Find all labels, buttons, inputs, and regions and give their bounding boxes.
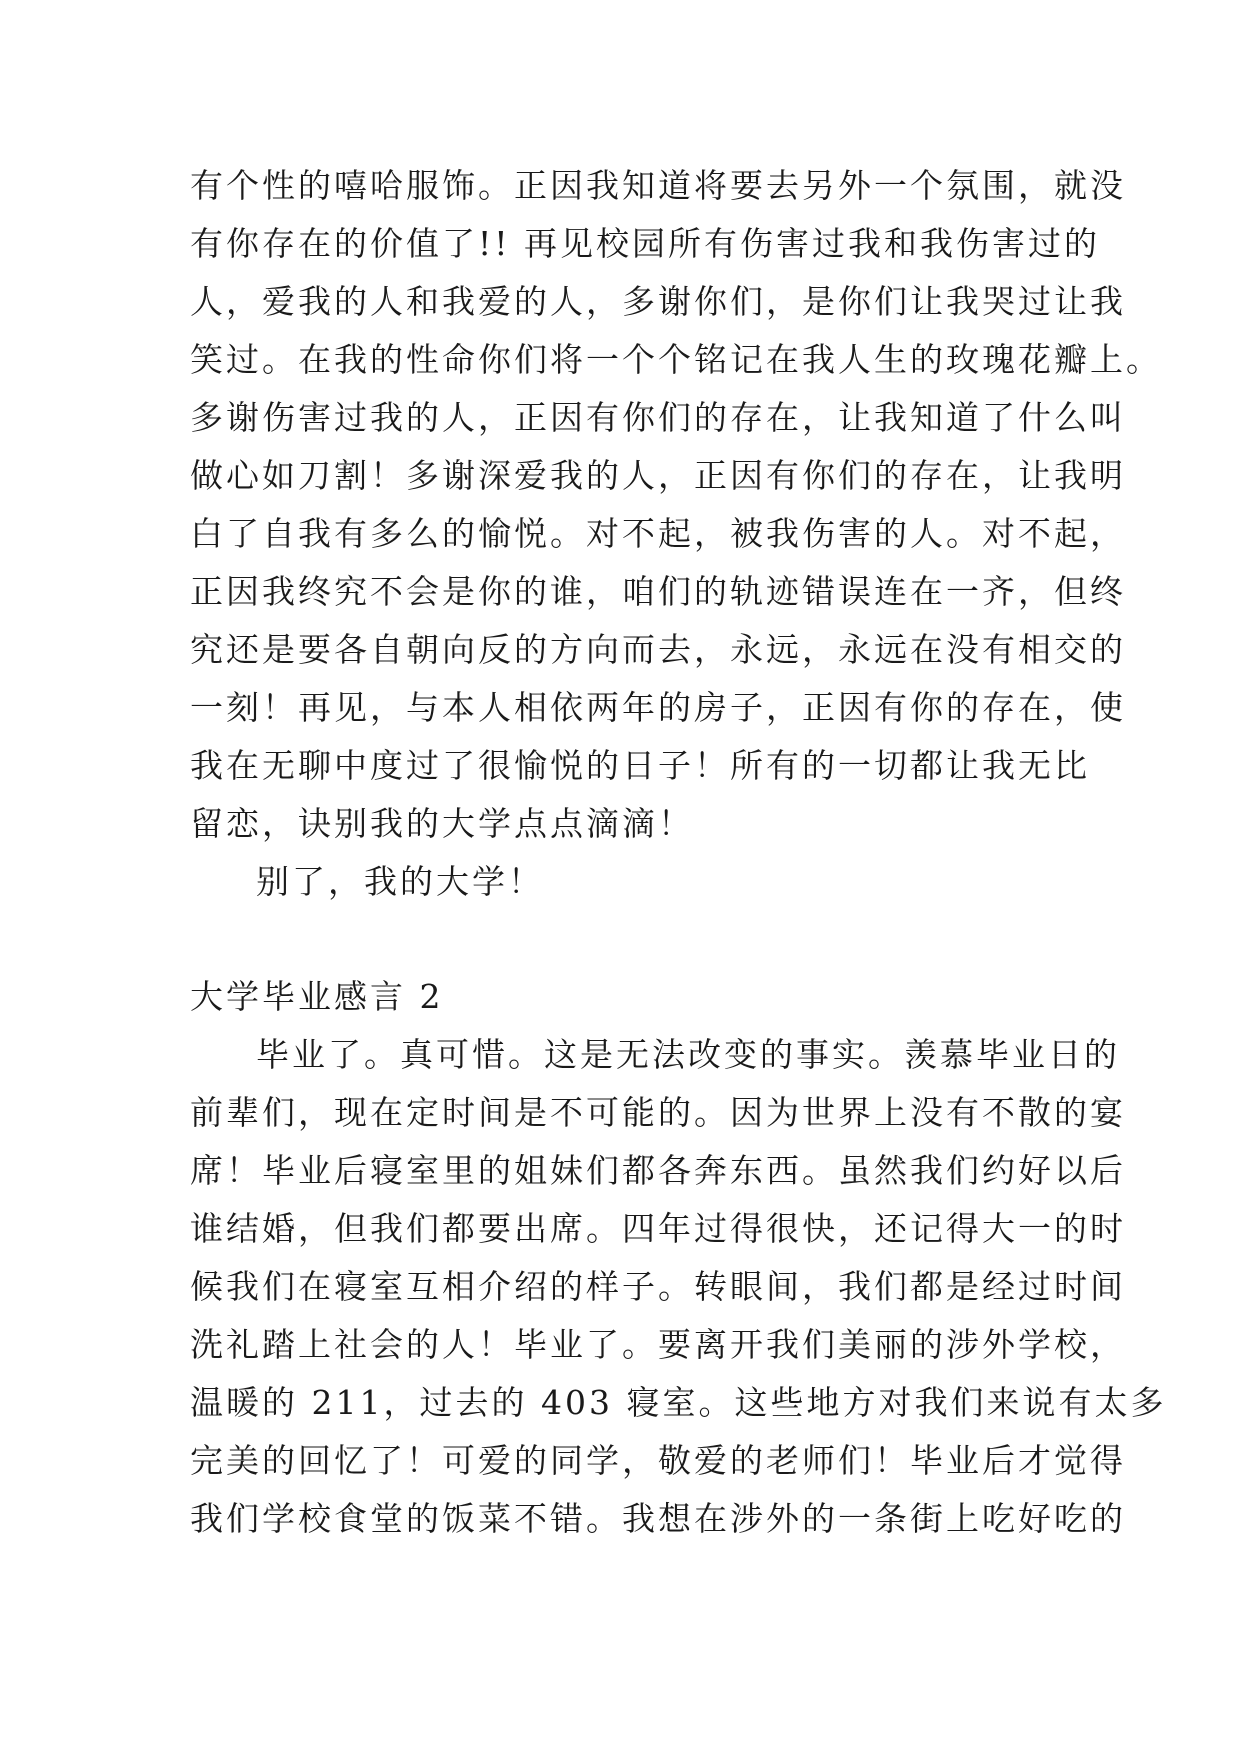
paragraph-line: 一刻！再见，与本人相依两年的房子，正因有你的存在，使 <box>190 688 1126 727</box>
paragraph-line: 正因我终究不会是你的谁，咱们的轨迹错误连在一齐，但终 <box>190 572 1126 611</box>
paragraph-line: 前辈们，现在定时间是不可能的。因为世界上没有不散的宴 <box>190 1093 1126 1132</box>
section1-body <box>190 157 1162 911</box>
paragraph-line: 我们学校食堂的饭菜不错。我想在涉外的一条街上吃好吃的 <box>190 1499 1126 1538</box>
paragraph-line: 多谢伤害过我的人，正因有你们的存在，让我知道了什么叫 <box>190 398 1126 437</box>
paragraph-line: 席！毕业后寝室里的姐妹们都各奔东西。虽然我们约好以后 <box>190 1151 1126 1190</box>
closing-line: 别了，我的大学！ <box>256 862 544 901</box>
paragraph-line: 人，爱我的人和我爱的人，多谢你们，是你们让我哭过让我 <box>190 282 1126 321</box>
paragraph-line: 有个性的嘻哈服饰。正因我知道将要去另外一个氛围，就没 <box>190 166 1126 205</box>
paragraph-line: 谁结婚，但我们都要出席。四年过得很快，还记得大一的时 <box>190 1209 1126 1248</box>
paragraph-line: 留恋，诀别我的大学点点滴滴！ <box>190 804 694 843</box>
paragraph-line: 白了自我有多么的愉悦。对不起，被我伤害的人。对不起， <box>190 514 1126 553</box>
paragraph-line: 我在无聊中度过了很愉悦的日子！所有的一切都让我无比 <box>190 746 1090 785</box>
paragraph-line: 候我们在寝室互相介绍的样子。转眼间，我们都是经过时间 <box>190 1267 1126 1306</box>
paragraph-line: 洗礼踏上社会的人！毕业了。要离开我们美丽的涉外学校， <box>190 1325 1126 1364</box>
paragraph-line: 做心如刀割！多谢深爱我的人，正因有你们的存在，让我明 <box>190 456 1126 495</box>
paragraph-line: 毕业了。真可惜。这是无法改变的事实。羡慕毕业日的 <box>256 1035 1120 1074</box>
section2-body <box>190 1026 1167 1548</box>
paragraph-line: 有你存在的价值了!! 再见校园所有伤害过我和我伤害过的 <box>190 224 1101 263</box>
paragraph-line: 完美的回忆了！可爱的同学，敬爱的老师们！毕业后才觉得 <box>190 1441 1126 1480</box>
paragraph-line: 温暖的 211，过去的 403 寝室。这些地方对我们来说有太多 <box>190 1383 1167 1422</box>
paragraph-line: 笑过。在我的性命你们将一个个铭记在我人生的玫瑰花瓣上。 <box>190 340 1162 379</box>
section-title: 大学毕业感言 2 <box>190 977 444 1016</box>
paragraph-line: 究还是要各自朝向反的方向而去，永远，永远在没有相交的 <box>190 630 1126 669</box>
